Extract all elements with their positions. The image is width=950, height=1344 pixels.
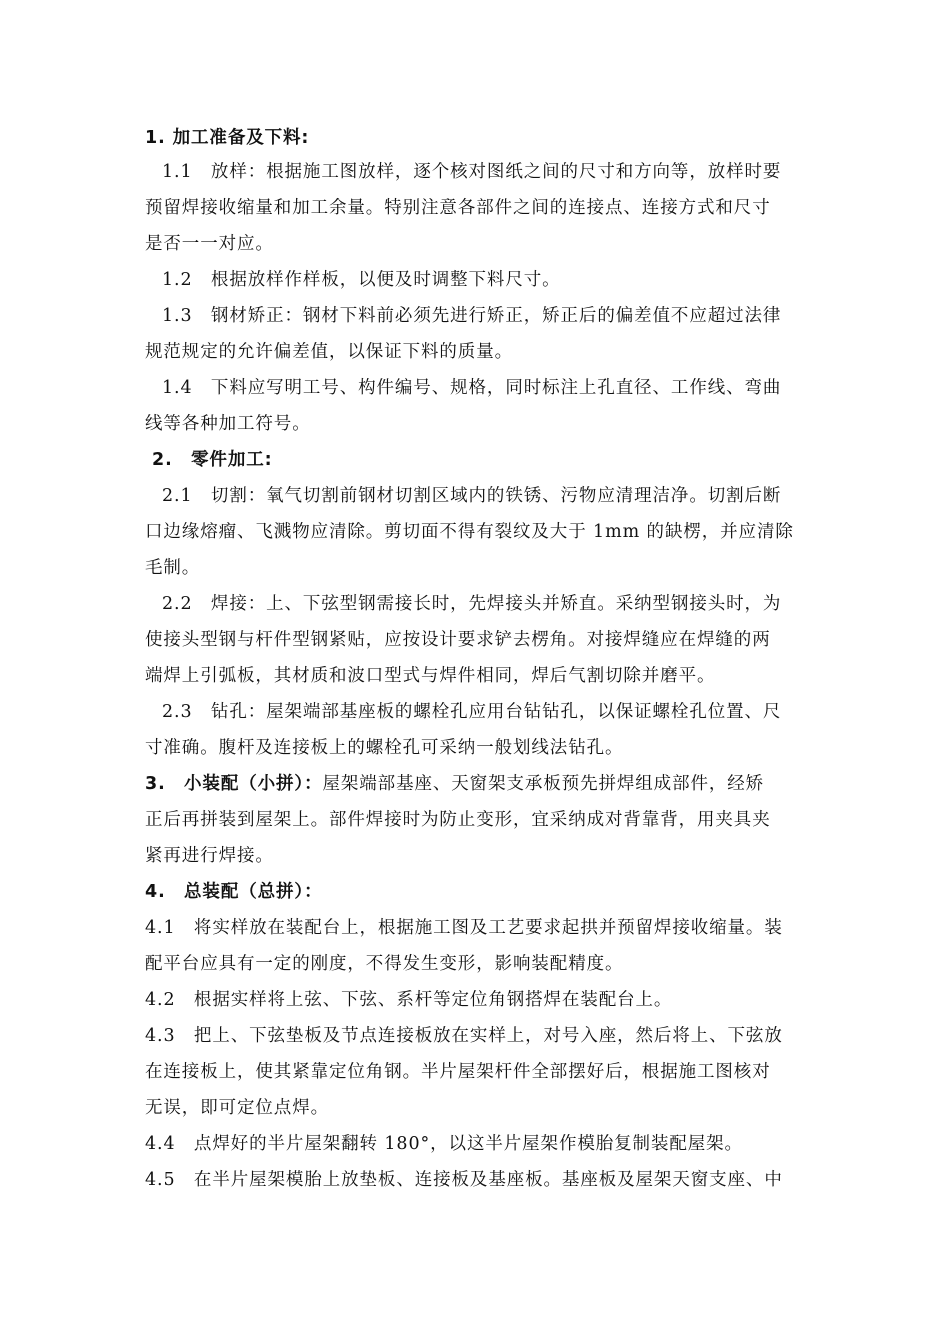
para-2-2-line-2: 使接头型钢与杆件型钢紧贴，应按设计要求铲去楞角。对接焊缝应在焊缝的两 <box>145 630 771 650</box>
para-2-3-line-1: 2.3 钻孔：屋架端部基座板的螺栓孔应用台钻钻孔，以保证螺栓孔位置、尺 <box>162 702 782 722</box>
para-1-1-line-1: 1.1 放样：根据施工图放样，逐个核对图纸之间的尺寸和方向等，放样时要 <box>162 162 782 182</box>
para-4-4: 4.4 点焊好的半片屋架翻转 180°，以这半片屋架作模胎复制装配屋架。 <box>145 1134 743 1154</box>
para-4-2: 4.2 根据实样将上弦、下弦、系杆等定位角钢搭焊在装配台上。 <box>145 990 673 1010</box>
section-3-line-2: 正后再拼装到屋架上。部件焊接时为防止变形，宜采纳成对背靠背，用夹具夹 <box>145 810 771 830</box>
section-3-text: 屋架端部基座、天窗架支承板预先拼焊组成部件，经矫 <box>322 774 765 794</box>
heading-2: 2. 零件加工: <box>152 450 273 470</box>
para-2-2-line-1: 2.2 焊接：上、下弦型钢需接长时，先焊接头并矫直。采纳型钢接头时，为 <box>162 594 782 614</box>
para-4-1-line-2: 配平台应具有一定的刚度，不得发生变形，影响装配精度。 <box>145 954 624 974</box>
para-1-4-line-1: 1.4 下料应写明工号、构件编号、规格，同时标注上孔直径、工作线、弯曲 <box>162 378 782 398</box>
para-1-3-line-1: 1.3 钢材矫正：钢材下料前必须先进行矫正，矫正后的偏差值不应超过法律 <box>162 306 782 326</box>
para-1-2: 1.2 根据放样作样板，以便及时调整下料尺寸。 <box>162 270 561 290</box>
para-4-3-line-2: 在连接板上，使其紧靠定位角钢。半片屋架杆件全部摆好后，根据施工图核对 <box>145 1062 771 1082</box>
section-3-line-1 <box>145 772 764 796</box>
para-4-5-line-1: 4.5 在半片屋架模胎上放垫板、连接板及基座板。基座板及屋架天窗支座、中 <box>145 1170 783 1190</box>
para-1-3-line-2: 规范规定的允许偏差值，以保证下料的质量。 <box>145 342 513 362</box>
para-2-1-line-3: 毛制。 <box>145 558 201 578</box>
heading-3: 3. 小装配（小拼）： <box>145 774 323 794</box>
heading-1: 1. 加工准备及下料: <box>145 128 310 148</box>
section-3-line-3: 紧再进行焊接。 <box>145 846 274 866</box>
para-4-3-line-3: 无误，即可定位点焊。 <box>145 1098 329 1118</box>
para-4-1-line-1: 4.1 将实样放在装配台上，根据施工图及工艺要求起拱并预留焊接收缩量。装 <box>145 918 783 938</box>
para-1-1-line-2: 预留焊接收缩量和加工余量。特别注意各部件之间的连接点、连接方式和尺寸 <box>145 198 771 218</box>
para-1-4-line-2: 线等各种加工符号。 <box>145 414 311 434</box>
para-4-3-line-1: 4.3 把上、下弦垫板及节点连接板放在实样上，对号入座，然后将上、下弦放 <box>145 1026 783 1046</box>
para-2-1-line-2: 口边缘熔瘤、飞溅物应清除。剪切面不得有裂纹及大于 1mm 的缺楞，并应清除 <box>145 522 794 542</box>
heading-4: 4. 总装配（总拼）： <box>145 882 323 902</box>
para-2-3-line-2: 寸准确。腹杆及连接板上的螺栓孔可采纳一般划线法钻孔。 <box>145 738 624 758</box>
para-2-2-line-3: 端焊上引弧板，其材质和波口型式与焊件相同，焊后气割切除并磨平。 <box>145 666 716 686</box>
para-1-1-line-3: 是否一一对应。 <box>145 234 274 254</box>
para-2-1-line-1: 2.1 切割：氧气切割前钢材切割区域内的铁锈、污物应清理洁净。切割后断 <box>162 486 782 506</box>
